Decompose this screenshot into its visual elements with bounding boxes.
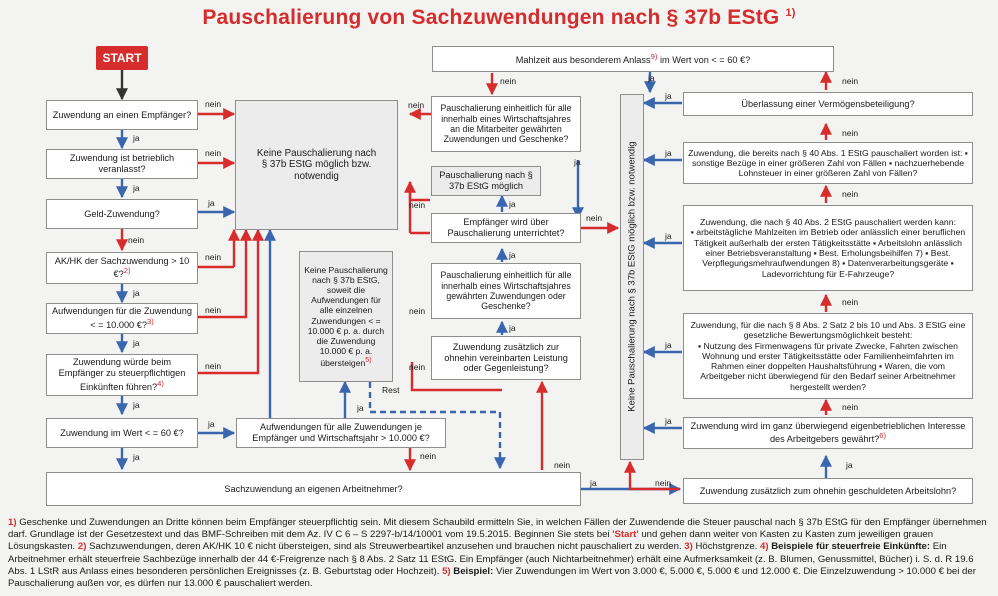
solution-vertical-text: Keine Pauschalierung nach § 37b EStG möglich bzw. notwendig — [626, 141, 638, 413]
q-ein-empfaenger — [46, 100, 198, 130]
q-mahlzeit-text: Mahlzeit aus besonderem Anlass — [515, 55, 651, 66]
q-par40-1-text: Zuwendung, die bereits nach § 40 Abs. 1 EStG pauschaliert worden ist: ▪ sonstige Bezüge in einer größeren Zahl von Fällen ▪ nachzuerhebende Lohnsteuer in einer größeren Zahl von Fällen? — [688, 147, 968, 179]
label-ja-par8: ja — [665, 340, 672, 350]
q-arbeitslohn-text: Zuwendung zusätzlich zum ohnehin geschuldeten Arbeitslohn? — [699, 485, 957, 496]
label-nein-vermoegen: nein — [842, 76, 859, 86]
q-mahlzeit-rest: im Wert von < = 60 €? — [659, 55, 751, 66]
label-ja-60: ja — [208, 419, 215, 429]
q-vermoegen-text: Überlassung einer Vermögensbeteiligung? — [741, 98, 915, 109]
q-zusaetzlich-leistung — [431, 336, 581, 380]
label-nein-6: nein — [205, 361, 222, 371]
footnote-5: Vier Zuwendungen im Wert von 3.000 €, 5.000 €, 5.000 € und 12.000 €. Die Einzelzuwendung > 10.000 € bei der Pauschalierung außen vor, es dürfen nur 13.000 € pauschaliert werden. — [8, 565, 976, 589]
label-nein-geld: nein — [128, 235, 145, 245]
q-ak-hk-text: AK/HK der Sachzuwendung > 10 €? — [54, 255, 190, 280]
label-ja-arbeitslohn: ja — [846, 460, 853, 470]
label-nein-einheitlich: nein — [408, 100, 425, 110]
label-nein-par40-2: nein — [842, 189, 859, 199]
label-ja-einheitlich-an: ja — [574, 157, 581, 167]
label-ja-arbeitnehmer: ja — [590, 478, 597, 488]
label-ja-6: ja — [133, 400, 140, 410]
solution-moeglich-text: Pauschalierung nach § 37b EStG möglich — [439, 170, 533, 191]
q-eigenbetrieblich-note: 6) — [879, 431, 887, 441]
solution-moeglich — [431, 166, 541, 196]
footnote-5-num: 5) — [442, 565, 451, 577]
solution-limit — [299, 251, 393, 382]
label-nein-unterrichtet: nein — [409, 200, 426, 210]
q-einheitlich-alle-text: Pauschalierung einheitlich für alle innerhalb eines Wirtschaftsjahres gewährten Zuwendungen oder Geschenke? — [440, 270, 572, 312]
q-par40-1 — [683, 142, 973, 184]
label-ja-7: ja — [133, 452, 140, 462]
solution-limit-text: Keine Pauschalierung nach § 37b EStG, soweit die Aufwendungen für alle einzelnen Zuwendungen < = 10.000 € p. a. durch die Zuwendung 10.000 € p. a. übersteigen — [304, 264, 388, 368]
start-node: START — [96, 46, 148, 70]
footnote-4-num: 4) — [760, 541, 769, 553]
q-aufwendungen-text: Aufwendungen für die Zuwendung < = 10.000 €? — [52, 306, 192, 331]
q-einheitlich-mitarbeiter — [431, 96, 581, 152]
q-steuerpflichtig-text: Zuwendung würde beim Empfänger zu steuerpflichtigen Einkünften führen? — [58, 357, 186, 392]
label-nein-aufwend: nein — [420, 451, 437, 461]
q-geld — [46, 199, 198, 229]
footnote-1: Geschenke und Zuwendungen an Dritte können beim Empfänger steuerpflichtig sein. Mit diesem Schaubild ermitteln Sie, in welchen Fällen der Zuwendende die Steuer pauschal nach § 37b EStG für den Empfänger übernehmen darf. Grundlage ist der Gesetzestext und das BMF-Schreiben mit dem Az. IV C 6 – S 2297-b/14/10001 vom 19.5.2015. Beginnen Sie stets bei — [8, 517, 987, 541]
label-ja-zusaetzlich: ja — [509, 323, 516, 333]
q-ein-empfaenger-text: Zuwendung an einen Empfänger? — [52, 109, 192, 120]
q-betrieblich — [46, 149, 198, 179]
label-ja-limit: ja — [357, 403, 364, 413]
title-text: Pauschalierung von Sachzuwendungen nach § 37b EStG — [202, 6, 780, 29]
q-steuerpflichtig-note: 4) — [157, 378, 164, 388]
footnote-1-start: 'Start' — [612, 529, 639, 541]
solution-no-pauschal — [235, 100, 398, 230]
label-nein-par8: nein — [842, 297, 859, 307]
footnote-3-num: 3) — [684, 541, 693, 553]
label-nein-1: nein — [205, 99, 222, 109]
solution-no-pauschal-text: Keine Pauschalierung nach § 37b EStG möglich bzw. notwendig — [256, 147, 377, 182]
label-nein-par40-1: nein — [842, 128, 859, 138]
q-einheitlich-mitarbeiter-text: Pauschalierung einheitlich für alle innerhalb eines Wirtschaftsjahres an die Mitarbeiter gewährten Zuwendungen und Geschenke? — [440, 103, 572, 145]
label-nein-2: nein — [205, 148, 222, 158]
q-ak-hk-note: 2) — [123, 266, 131, 276]
label-ja-4: ja — [133, 288, 140, 298]
solution-vertical — [620, 94, 644, 460]
q-zusaetzlich-leistung-text: Zuwendung zusätzlich zur ohnehin vereinbarten Leistung oder Gegenleistung? — [444, 341, 568, 374]
q-aufwendungen-je-text: Aufwendungen für alle Zuwendungen je Empfänger und Wirtschaftsjahr > 10.000 €? — [252, 422, 430, 443]
label-nein-4: nein — [205, 252, 222, 262]
label-ja-par40-1: ja — [665, 148, 672, 158]
q-steuerpflichtig — [46, 354, 198, 396]
label-ja-par40-2: ja — [665, 231, 672, 241]
title-footnote-mark: 1) — [785, 7, 796, 19]
q-par8 — [683, 313, 973, 399]
q-par40-2-head: Zuwendung, die nach § 40 Abs. 2 EStG pauschaliert werden kann: — [700, 217, 956, 228]
q-mahlzeit-note: 9) — [650, 52, 658, 62]
q-eigenbetrieblich — [683, 417, 973, 449]
label-nein-arbeitnehmer: nein — [554, 460, 571, 470]
label-nein-arbeitslohn: nein — [655, 478, 672, 488]
arrow-nein-unterrichtet-a — [410, 182, 430, 200]
q-ak-hk — [46, 252, 198, 284]
q-unterrichtet — [431, 213, 581, 243]
q-par8-body: ▪ Nutzung des Firmenwagens für private Zwecke, Fahrten zwischen Wohnung und erster Tätigkeitsstätte oder Familienheimfahrten im Rahmen einer doppelten Haushaltsführung ▪ Waren, die vom Arbeitgeber nicht überwiegend für den Bedarf seiner Arbeitnehmer hergestellt werden? — [698, 340, 958, 392]
q-eigener-arbeitnehmer — [46, 472, 581, 506]
label-ja-unterrichtet: ja — [509, 199, 516, 209]
footnote-4-head: Beispiele für steuerfreie Einkünfte: — [771, 541, 931, 553]
footnote-4: Ein Arbeitnehmer erhält steuerfreie Sachbezüge innerhalb der 44 €-Freigrenze nach § 8 Abs. 2 Satz 11 EStG. Ein Empfänger (auch Nichtarbeitnehmer) erhält eine Aufmerksamkeit (z. B. Blumen, Genussmittel, Bücher) i. S. d. R 19.6 Abs. 1 LStR aus Anlass eines besonderen persönlichen Ereignisses (z. B. Geburtstag oder Hochzeit). — [8, 541, 974, 577]
label-nein-eigen: nein — [842, 402, 859, 412]
label-ja-mahlzeit: ja — [648, 73, 655, 83]
label-nein-einheitlich-alle: nein — [409, 306, 426, 316]
q-einheitlich-alle — [431, 263, 581, 319]
label-nein-zusaetzlich: nein — [409, 362, 426, 372]
q-geld-text: Geld-Zuwendung? — [84, 208, 160, 219]
footnote-5-head: Beispiel: — [453, 565, 494, 577]
q-unterrichtet-text: Empfänger wird über Pauschalierung unterrichtet? — [447, 217, 565, 238]
solution-limit-note: 5) — [365, 356, 372, 365]
arrow-nein-5 — [197, 230, 246, 317]
label-ja-1: ja — [133, 133, 140, 143]
footnote-1-end: und gehen dann weiter von Kasten zu Kasten zum jeweiligen grauen Lösungskasten. — [8, 529, 934, 553]
q-wert-60 — [46, 418, 198, 448]
q-par40-2-body: ▪ arbeitstägliche Mahlzeiten im Betrieb oder anlässlich einer beruflichen Tätigkeit außerhalb der ersten Tätigkeitsstätte ▪ Arbeitslohn anlässlich einer Betriebsveranstaltung ▪ Best. Erholungsbeihilfen 7) ▪ Best. Verpflegungsmehraufwendungen 8) ▪ Datenverarbeitungsgeräte ▪ Ladevorrichtung für E-Fahrzeuge? — [690, 227, 966, 279]
q-aufwendungen-je — [236, 418, 446, 448]
label-ja-eigen: ja — [665, 416, 672, 426]
q-betrieblich-text: Zuwendung ist betrieblich veranlasst? — [69, 153, 175, 174]
label-ja-vermoegen: ja — [665, 91, 672, 101]
label-nein-to-vertical: nein — [586, 213, 603, 223]
label-ja-geld: ja — [208, 198, 215, 208]
q-wert-60-text: Zuwendung im Wert < = 60 €? — [60, 427, 184, 438]
footnote-1-num: 1) — [8, 517, 17, 528]
q-par8-head: Zuwendung, für die nach § 8 Abs. 2 Satz 2 bis 10 und Abs. 3 EStG eine gesetzliche Bewertungsmöglichkeit besteht: — [690, 320, 966, 341]
q-eigenbetrieblich-text: Zuwendung wird im ganz überwiegend eigenbetrieblichen Interesse des Arbeitgebers gewährt? — [690, 420, 966, 445]
footnote-2-num: 2) — [77, 541, 87, 553]
label-ja-einheitlich-alle: ja — [509, 250, 516, 260]
label-ja-5: ja — [133, 338, 140, 348]
label-nein-mahlzeit: nein — [500, 76, 517, 86]
q-vermoegen — [683, 92, 973, 116]
q-eigener-arbeitnehmer-text: Sachzuwendung an eigenen Arbeitnehmer? — [224, 483, 403, 494]
label-rest: Rest — [382, 385, 400, 395]
footnote-2: Sachzuwendungen, deren AK/HK 10 € nicht übersteigen, sind als Streuwerbeartikel anzusehen und brauchen nicht pauschaliert zu werden. — [89, 541, 682, 553]
q-mahlzeit — [432, 46, 834, 72]
q-arbeitslohn — [683, 478, 973, 504]
q-aufwendungen — [46, 303, 198, 334]
q-aufwendungen-note: 3) — [146, 316, 154, 326]
footnote-3: Höchstgrenze. — [695, 541, 758, 553]
label-ja-2: ja — [133, 183, 140, 193]
footnotes — [8, 517, 993, 590]
label-nein-5: nein — [205, 305, 222, 315]
q-par40-2 — [683, 205, 973, 291]
